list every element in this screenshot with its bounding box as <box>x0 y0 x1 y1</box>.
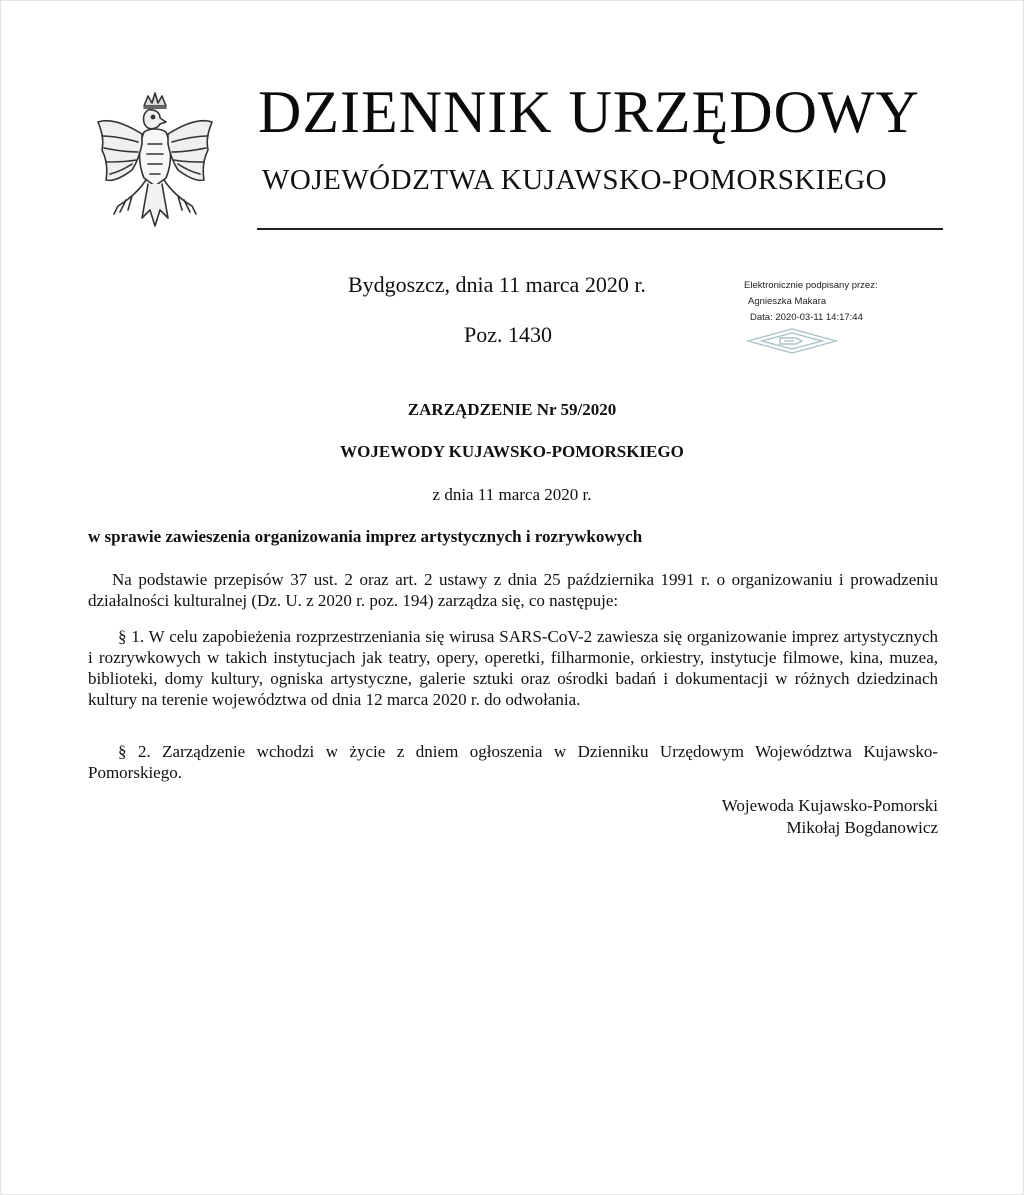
document-subject: w sprawie zawieszenia organizowania imprez artystycznych i rozrywkowych <box>88 527 643 546</box>
signatory-block <box>722 795 938 839</box>
document-title: ZARZĄDZENIE Nr 59/2020 <box>407 400 617 419</box>
place-date: Bydgoszcz, dnia 11 marca 2020 r. <box>348 272 646 297</box>
signer-name: Agnieszka Makara <box>748 296 827 307</box>
signature-date: Data: 2020-03-11 14:17:44 <box>750 312 863 323</box>
signature-caption: Elektronicznie podpisany przez: <box>744 280 878 291</box>
document-date: z dnia 11 marca 2020 r. <box>432 485 592 504</box>
signatory-name: Mikołaj Bogdanowicz <box>786 818 938 837</box>
electronic-signature-block <box>744 278 944 326</box>
document-issuer: WOJEWODY KUJAWSKO-POMORSKIEGO <box>340 442 684 461</box>
preamble-paragraph: Na podstawie przepisów 37 ust. 2 oraz art. 2 ustawy z dnia 25 października 1991 r. o organizowaniu i prowadzeniu działalności kulturalnej (Dz. U. z 2020 r. poz. 194) zarządza się, co następuje: <box>88 570 938 610</box>
section-2-paragraph: § 2. Zarządzenie wchodzi w życie z dniem ogłoszenia w Dzienniku Urzędowym Województwa Kujawsko-Pomorskiego. <box>88 742 938 782</box>
masthead-subtitle: WOJEWÓDZTWA KUJAWSKO-POMORSKIEGO <box>262 164 888 196</box>
masthead-title: DZIENNIK URZĘDOWY <box>258 79 920 145</box>
position-number: Poz. 1430 <box>464 322 552 347</box>
signatory-role: Wojewoda Kujawsko-Pomorski <box>721 796 938 815</box>
header-divider <box>257 228 943 230</box>
section-1-paragraph: § 1. W celu zapobieżenia rozprzestrzeniania się wirusa SARS-CoV-2 zawiesza się organizowanie imprez artystycznych i rozrywkowych w takich instytucjach jak teatry, opery, operetki, filharmonie, orkiestry, instytucje filmowe, kina, muzea, biblioteki, domy kultury, ogniska artystyczne, galerie sztuki oraz ośrodki badań i dokumentacji w różnych dziedzinach kultury na terenie województwa od dnia 12 marca 2020 r. do odwołania. <box>88 627 938 709</box>
signature-verification-icon <box>744 327 840 355</box>
polish-eagle-emblem-icon <box>92 88 218 234</box>
